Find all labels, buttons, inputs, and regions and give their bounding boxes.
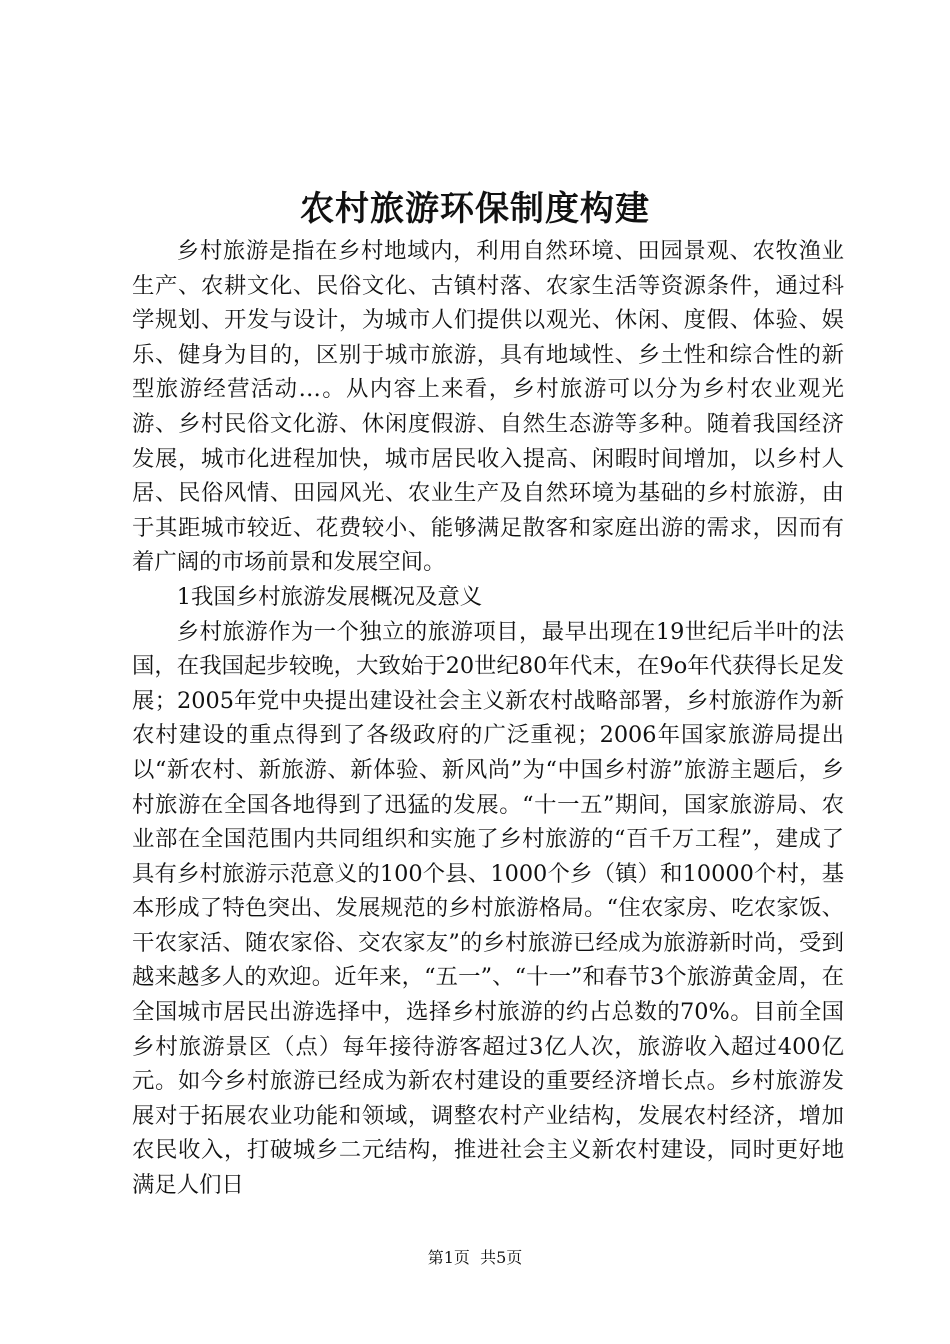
document-body [132,234,844,1203]
page-number: 第1页 [427,1248,470,1267]
page-total: 共5页 [480,1248,523,1267]
paragraph-intro: 乡村旅游是指在乡村地域内，利用自然环境、田园景观、农牧渔业生产、农耕文化、民俗文化、古镇村落、农家生活等资源条件，通过科学规划、开发与设计，为城市人们提供以观光、休闲、度假、体验、娱乐、健身为目的，区别于城市旅游，具有地域性、乡土性和综合性的新型旅游经营活动…。从内容上来看，乡村旅游可以分为乡村农业观光游、乡村民俗文化游、休闲度假游、自然生态游等多种。随着我国经济发展，城市化进程加快，城市居民收入提高、闲暇时间增加，以乡村人居、民俗风情、田园风光、农业生产及自然环境为基础的乡村旅游，由于其距城市较近、花费较小、能够满足散客和家庭出游的需求，因而有着广阔的市场前景和发展空间。 [132,238,844,576]
document-title: 农村旅游环保制度构建 [300,189,650,229]
paragraph-history: 乡村旅游作为一个独立的旅游项目，最早出现在19世纪后半叶的法国，在我国起步较晚，大致始于20世纪80年代末，在9o年代获得长足发展；2005年党中央提出建设社会主义新农村战略部署，乡村旅游作为新农村建设的重点得到了各级政府的广泛重视；2006年国家旅游局提出以“新农村、新旅游、新体验、新风尚”为“中国乡村游”旅游主题后，乡村旅游在全国各地得到了迅猛的发展。“十一五”期间，国家旅游局、农业部在全国范围内共同组织和实施了乡村旅游的“百千万工程”，建成了具有乡村旅游示范意义的100个县、1000个乡（镇）和10000个村，基本形成了特色突出、发展规范的乡村旅游格局。“住农家房、吃农家饭、干农家活、随农家俗、交农家友”的乡村旅游已经成为旅游新时尚，受到越来越多人的欢迎。近年来，“五一”、“十一”和春节3个旅游黄金周，在全国城市居民出游选择中，选择乡村旅游的约占总数的70%。目前全国乡村旅游景区（点）每年接待游客超过3亿人次，旅游收入超过400亿元。如今乡村旅游已经成为新农村建设的重要经济增长点。乡村旅游发展对于拓展农业功能和领域，调整农村产业结构，发展农村经济，增加农民收入，打破城乡二元结构，推进社会主义新农村建设，同时更好地满足人们日 [132,618,844,1199]
section-heading: 1我国乡村旅游发展概况及意义 [176,583,483,610]
page-footer [0,1247,950,1269]
